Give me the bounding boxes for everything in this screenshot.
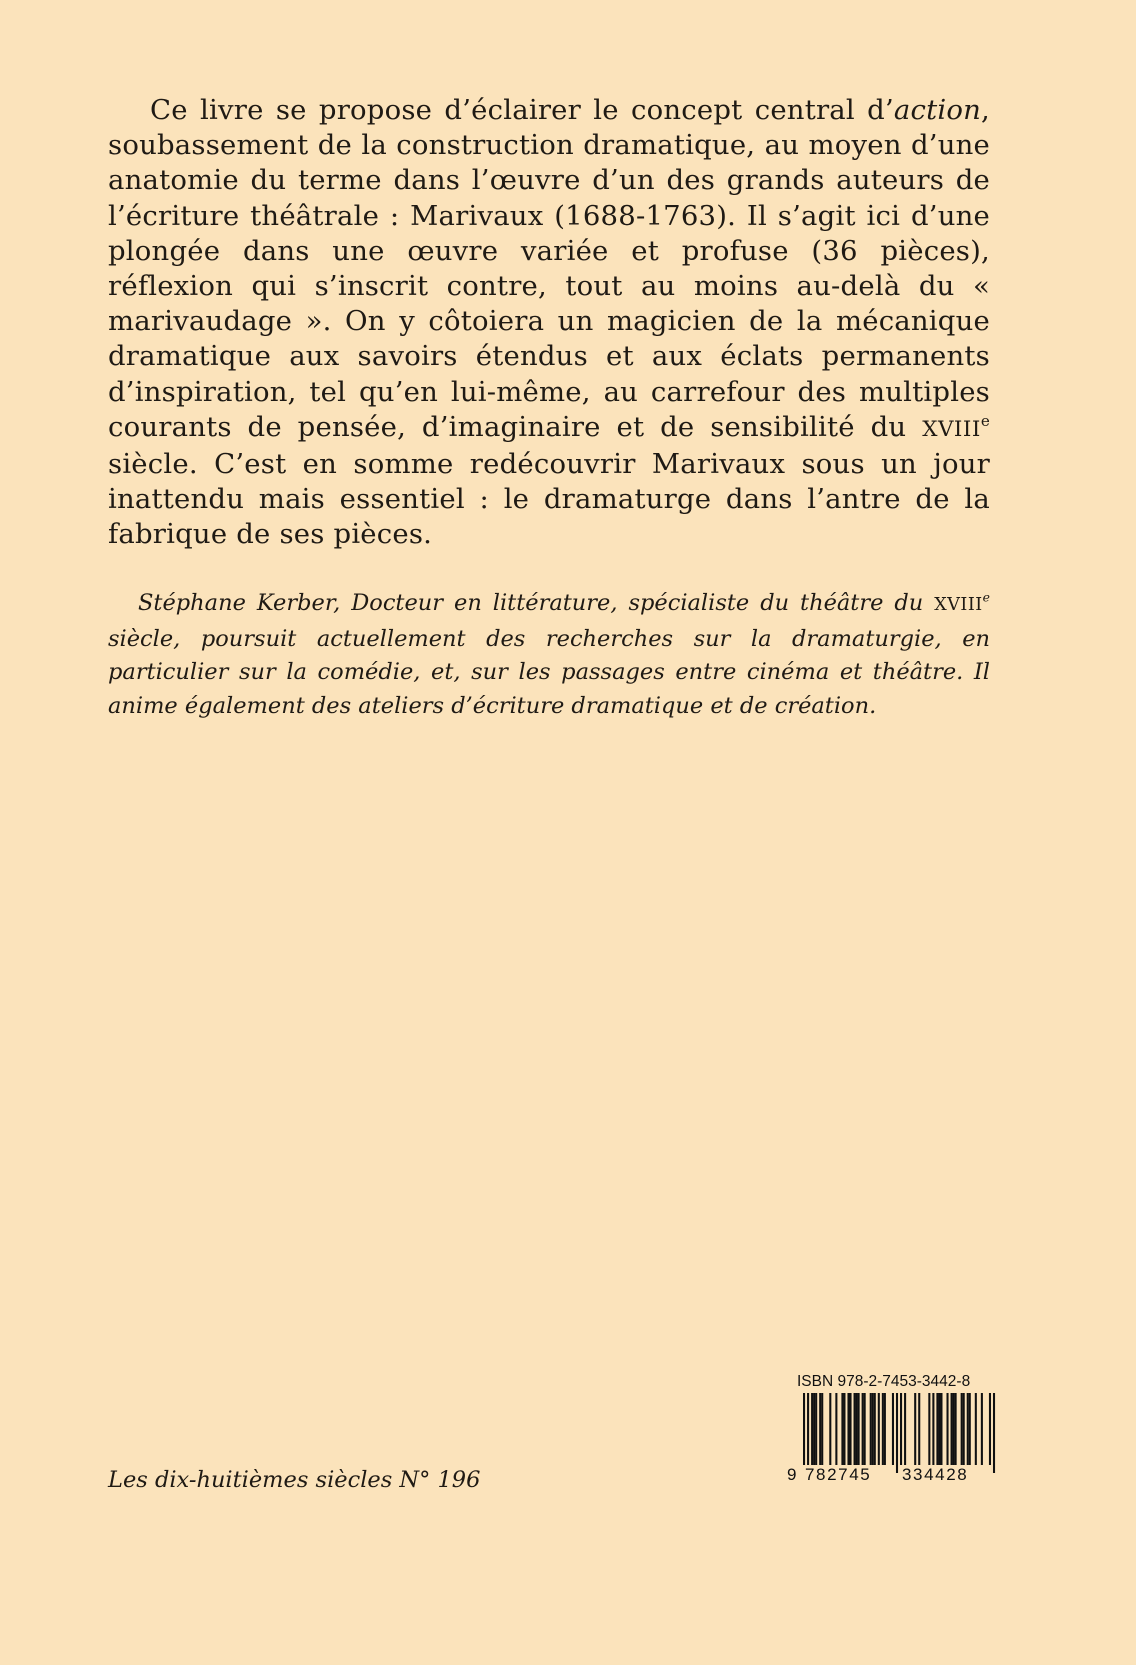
barcode-guard-bar <box>803 1393 805 1473</box>
barcode-bar <box>862 1393 864 1465</box>
barcode-bar <box>981 1393 983 1465</box>
barcode-bar <box>847 1393 849 1465</box>
barcode-bar <box>821 1393 823 1465</box>
blurb-text-2: , soubassement de la construction dramatique, au moyen d’une anatomie du terme dans l’œuvre d’un des grands auteurs de l’écriture théâtrale : Marivaux (1688-1763). Il s’agit ici d’une plongée dans une œuvre variée et profuse (36 pièces), réflexion qui s’inscrit contre, tout au moins au-delà du « marivaudage ». On y côtoiera un magicien de la mécanique dramatique aux savoirs étendus et aux éclats permanents d’inspiration, tel qu’en lui-même, au carrefour des multiples courants de pensée, d’imaginaire et de sensibilité du <box>108 94 990 443</box>
barcode-bar <box>849 1393 851 1465</box>
bio-text-2: siècle, poursuit actuellement des recherches sur la dramaturgie, en particulier sur la comédie, et, sur les passages entre cinéma et théâtre. Il anime également des ateliers d’écriture dramatique et de création. <box>108 625 990 719</box>
barcode-bar <box>936 1393 938 1465</box>
barcode-bar <box>854 1393 856 1465</box>
barcode-bar <box>892 1393 894 1465</box>
barcode-bar <box>878 1393 880 1465</box>
barcode-guard-bar <box>896 1393 898 1473</box>
barcode-bar <box>858 1393 860 1465</box>
isbn-barcode <box>787 1373 999 1499</box>
barcode-guard-bar <box>807 1393 809 1473</box>
blurb-text-1: Ce livre se propose d’éclairer le concept central d’ <box>150 94 894 126</box>
isbn-label: ISBN 978-2-7453-3442-8 <box>797 1373 971 1390</box>
barcode-bar <box>815 1393 817 1465</box>
barcode-bar <box>884 1393 886 1465</box>
barcode-bar <box>874 1393 876 1465</box>
blurb-text-3: siècle. C’est en somme redécouvrir Marivaux sous un jour inattendu mais essentiel : le dramaturge dans l’antre de la fabrique de ses pièces. <box>108 448 990 551</box>
barcode-bar <box>975 1393 977 1465</box>
barcode-bar <box>864 1393 866 1465</box>
barcode-bar <box>938 1393 940 1465</box>
barcode-bar <box>819 1393 821 1465</box>
barcode-bar <box>829 1393 831 1465</box>
barcode-lead-digit: 9 <box>787 1465 797 1484</box>
barcode-bar <box>928 1393 930 1465</box>
barcode-bar <box>955 1393 957 1465</box>
barcode-bar <box>951 1393 953 1465</box>
barcode-bar <box>872 1393 874 1465</box>
barcode-bar <box>835 1393 837 1465</box>
barcode-bar <box>969 1393 971 1465</box>
barcode-left-digits: 782745 <box>805 1465 872 1484</box>
barcode-bar <box>904 1393 906 1465</box>
barcode-bar <box>946 1393 948 1465</box>
barcode-bar <box>940 1393 942 1465</box>
author-bio <box>108 587 990 723</box>
barcode-guard-bar <box>989 1393 991 1473</box>
bio-century: XVIII <box>934 595 983 615</box>
barcode-bar <box>961 1393 963 1465</box>
barcode-bar <box>843 1393 845 1465</box>
barcode-bar <box>918 1393 920 1465</box>
barcode-bar <box>963 1393 965 1465</box>
blurb-century-sup: e <box>980 411 990 430</box>
barcode-bar <box>811 1393 813 1465</box>
bio-text-1: Stéphane Kerber, Docteur en littérature, spécialiste du théâtre du <box>138 590 935 616</box>
book-blurb <box>108 93 990 553</box>
blurb-emphasis: action <box>893 94 982 126</box>
barcode-bar <box>870 1393 872 1465</box>
series-info: Les dix-huitièmes siècles N° 196 <box>108 1467 481 1493</box>
barcode-bar <box>914 1393 916 1465</box>
barcode-bar <box>856 1393 858 1465</box>
barcode-guard-bar <box>900 1393 902 1473</box>
barcode-bar <box>841 1393 843 1465</box>
barcode-right-digits: 334428 <box>902 1465 969 1484</box>
bio-century-sup: e <box>982 590 990 605</box>
blurb-century: XVIII <box>922 416 981 442</box>
barcode-bar <box>882 1393 884 1465</box>
barcode-bar <box>967 1393 969 1465</box>
barcode-bar <box>953 1393 955 1465</box>
barcode-guard-bar <box>993 1393 995 1473</box>
barcode-bar <box>813 1393 815 1465</box>
barcode-bar <box>932 1393 934 1465</box>
